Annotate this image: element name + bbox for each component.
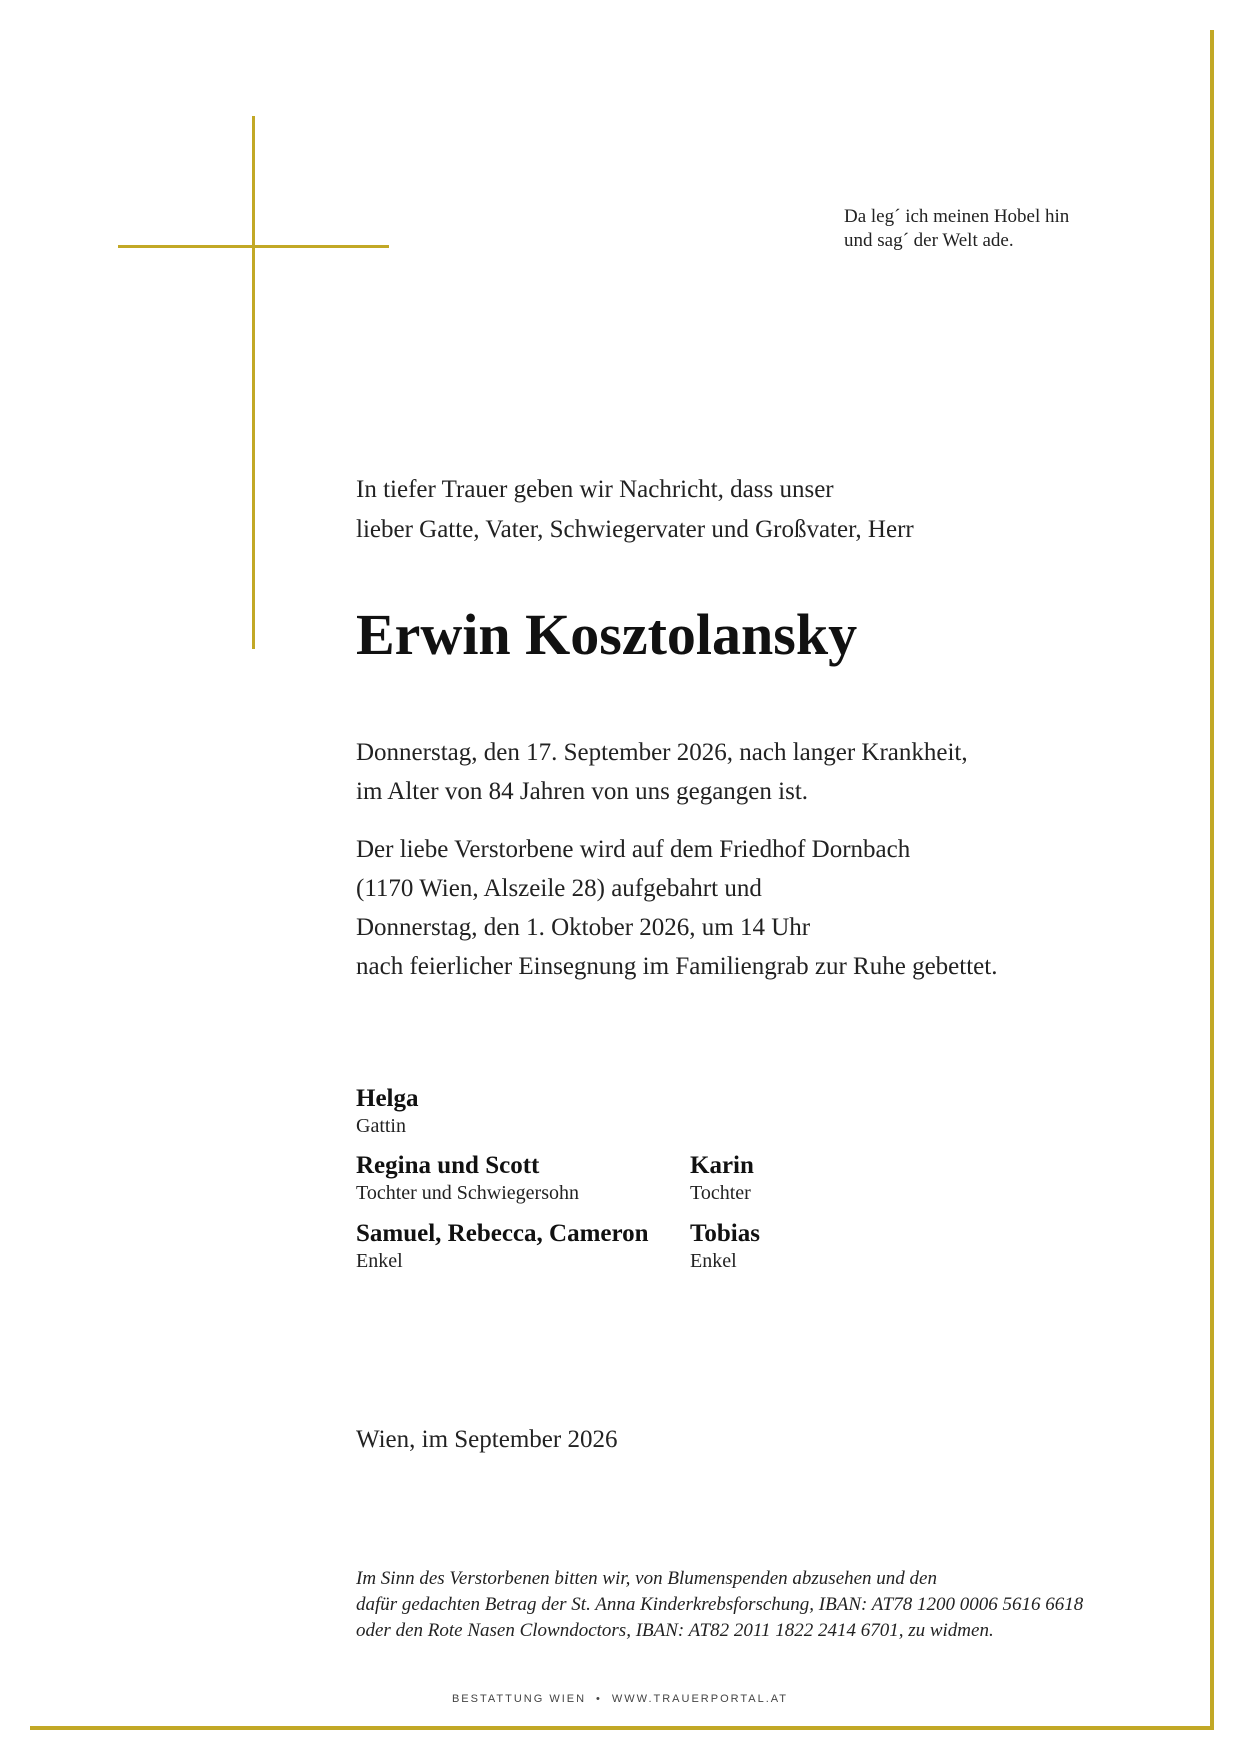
intro-text <box>356 470 914 550</box>
funeral-info-line: (1170 Wien, Alszeile 28) aufgebahrt und <box>356 875 762 902</box>
motto-line: und sag´ der Welt ade. <box>844 230 1014 251</box>
footer-separator: • <box>596 1693 602 1705</box>
donation-line: oder den Rote Nasen Clowndoctors, IBAN: AT82 2011 1822 2414 6701, zu widmen. <box>356 1620 994 1641</box>
motto-line: Da leg´ ich meinen Hobel hin <box>844 206 1070 227</box>
donation-line: dafür gedachten Betrag der St. Anna Kinderkrebsforschung, IBAN: AT78 1200 0006 5616 6618 <box>356 1594 1084 1615</box>
death-notice-line: im Alter von 84 Jahren von uns gegangen ist. <box>356 778 809 805</box>
mourner-relation: Tochter <box>690 1182 751 1204</box>
cross-vertical-bar <box>252 116 255 649</box>
place-date: Wien, im September 2026 <box>356 1426 618 1453</box>
intro-line: In tiefer Trauer geben wir Nachricht, dass unser <box>356 476 834 503</box>
mourner-entry <box>356 1084 419 1138</box>
frame-bottom-border <box>30 1726 1214 1730</box>
mourner-name: Karin <box>690 1152 754 1179</box>
frame-right-border <box>1210 30 1214 1730</box>
footer-company: BESTATTUNG WIEN <box>451 1693 587 1705</box>
mourner-name: Helga <box>356 1085 419 1112</box>
deceased-name: Erwin Kosztolansky <box>356 602 858 667</box>
intro-line: lieber Gatte, Vater, Schwiegervater und Großvater, Herr <box>356 516 914 543</box>
mourner-name: Tobias <box>690 1220 760 1247</box>
mourner-name: Samuel, Rebecca, Cameron <box>356 1220 649 1247</box>
mourner-entry <box>690 1151 754 1205</box>
motto-quote <box>844 205 1069 253</box>
donation-request <box>356 1566 1083 1644</box>
mourner-name: Regina und Scott <box>356 1152 540 1179</box>
mourner-relation: Tochter und Schwiegersohn <box>356 1182 579 1204</box>
footer <box>0 1693 1240 1705</box>
funeral-info <box>356 830 997 986</box>
donation-line: Im Sinn des Verstorbenen bitten wir, von Blumenspenden abzusehen und den <box>356 1568 937 1589</box>
funeral-info-line: nach feierlicher Einsegnung im Familiengrab zur Ruhe gebettet. <box>356 953 998 980</box>
mourner-entry <box>356 1219 649 1273</box>
mourner-relation: Enkel <box>356 1250 403 1272</box>
death-notice <box>356 733 968 811</box>
mourner-relation: Gattin <box>356 1115 406 1137</box>
footer-website-link[interactable]: WWW.TRAUERPORTAL.AT <box>611 1693 789 1705</box>
mourners-list <box>356 1084 856 1284</box>
death-notice-line: Donnerstag, den 17. September 2026, nach langer Krankheit, <box>356 739 968 766</box>
funeral-info-line: Donnerstag, den 1. Oktober 2026, um 14 Uhr <box>356 914 811 941</box>
cross-horizontal-bar <box>118 245 389 248</box>
funeral-info-line: Der liebe Verstorbene wird auf dem Friedhof Dornbach <box>356 836 911 863</box>
mourner-entry <box>690 1219 760 1273</box>
mourner-relation: Enkel <box>690 1250 737 1272</box>
mourner-entry <box>356 1151 579 1205</box>
